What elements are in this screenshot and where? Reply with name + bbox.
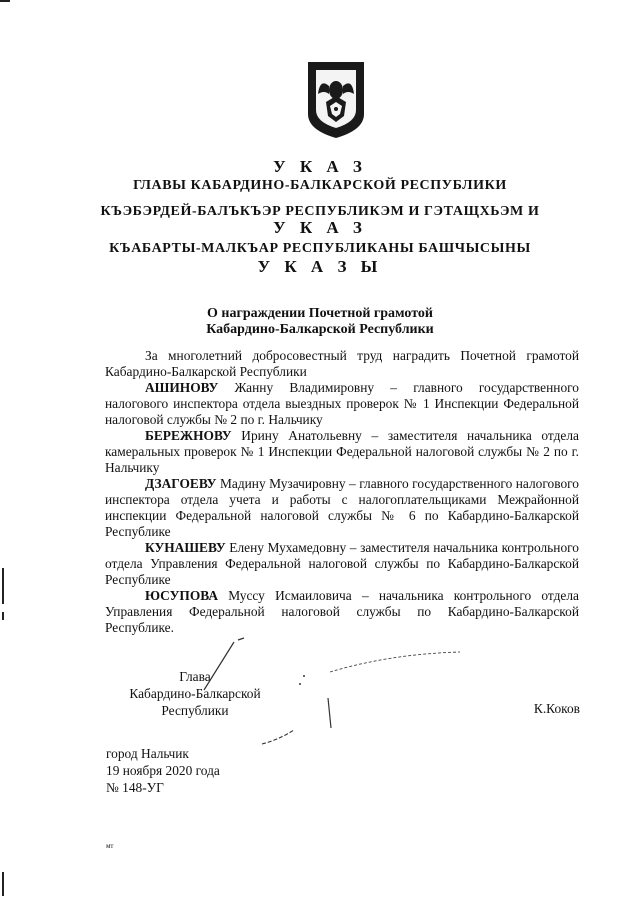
subject-line-1: О награждении Почетной грамотой	[207, 306, 433, 321]
footer-city: город Нальчик	[106, 746, 189, 761]
decree-body	[105, 348, 579, 636]
signatory-name: К.Коков	[533, 701, 580, 716]
scan-artifact-line	[0, 0, 10, 2]
awardee-surname: БЕРЕЖНОВУ	[145, 428, 232, 443]
awardee-text: Мадину Музачировну – главного государственного налогового инспектора отдела учета и работы с налогоплательщиками Межрайонной инспекции Федеральной налоговой службы № 6 по Кабардино-Балкарской Республике	[105, 476, 579, 539]
header-line-3: КЪАБАРТЫ-МАЛКЪАР РЕСПУБЛИКАНЫ БАШЧЫСЫНЫ	[109, 241, 531, 256]
awardee-text: Елену Мухамедовну – заместителя начальника контрольного отдела Управления Федеральной налоговой службы по Кабардино-Балкарской Республике	[105, 540, 579, 587]
header-line-2: КЪЭБЭРДЕЙ-БАЛЪКЪЭР РЕСПУБЛИКЭМ И ГЭТАЩХЬЭМ И	[100, 204, 540, 219]
header-ukaz-2: У К А З	[273, 218, 367, 237]
subject-line-2: Кабардино-Балкарской Республики	[206, 322, 434, 337]
awardee-text: Муссу Исмаиловича – начальника контрольного отдела Управления Федеральной налоговой службы по Кабардино-Балкарской Республике.	[105, 588, 579, 635]
scan-artifact-line	[2, 872, 4, 896]
scan-artifact-line	[2, 612, 4, 620]
awardee-surname: ДЗАГОЕВУ	[145, 476, 217, 491]
awardee-paragraph	[105, 476, 579, 540]
signatory-title-line: Глава	[179, 669, 211, 684]
awardee-paragraph	[105, 588, 579, 636]
signatory-title-line: Республики	[161, 703, 229, 718]
typist-mark: мт	[106, 842, 114, 850]
signatory-title-line: Кабардино-Балкарской	[129, 686, 261, 701]
awardee-text: Ирину Анатольевну – заместителя начальника отдела камеральных проверок № 1 Инспекции Федеральной налоговой службы № 2 по г. Нальчику	[105, 428, 579, 475]
header-ukaz-1: У К А З	[273, 157, 367, 176]
awardee-text: Жанну Владимировну – главного государственного налогового инспектора отдела выездных проверок № 1 Инспекции Федеральной налоговой службы № 2 по г. Нальчику	[105, 380, 579, 427]
footer-date: 19 ноября 2020 года	[106, 763, 220, 778]
awardee-paragraph	[105, 428, 579, 476]
awardee-paragraph	[105, 380, 579, 428]
awardee-paragraph	[105, 540, 579, 588]
header-ukaz-3: У К А З Ы	[257, 257, 383, 276]
handwritten-signature	[190, 636, 490, 746]
footer-number: № 148-УГ	[106, 780, 164, 795]
decree-footer	[106, 745, 220, 796]
awardee-surname: КУНАШЕВУ	[145, 540, 226, 555]
intro-paragraph: За многолетний добросовестный труд наградить Почетной грамотой Кабардино-Балкарской Республики	[105, 348, 579, 379]
awardee-surname: АШИНОВУ	[145, 380, 219, 395]
coat-of-arms-emblem	[304, 60, 368, 140]
awardee-surname: ЮСУПОВА	[145, 588, 218, 603]
scan-artifact-line	[2, 568, 4, 604]
header-line-1: ГЛАВЫ КАБАРДИНО-БАЛКАРСКОЙ РЕСПУБЛИКИ	[133, 178, 507, 193]
decree-subject	[0, 306, 640, 338]
